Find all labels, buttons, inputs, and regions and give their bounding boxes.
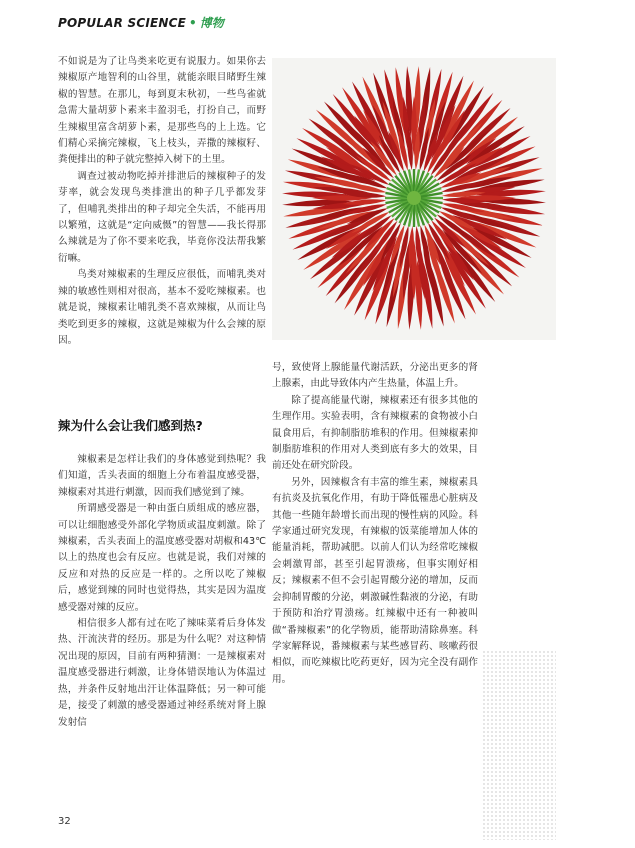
section-name: 博物 <box>199 16 224 30</box>
paragraph: 另外，因辣椒含有丰富的维生素，辣椒素具有抗炎及抗氧化作用，有助于降低罹患心脏病及其他一些随年龄增长而出现的慢性病的风险。科学家通过研究发现，有辣椒的饭菜能增加人体的能量消耗，帮助减肥。以前人们认为经常吃辣椒会刺激胃部，甚至引起胃溃疡，但事实刚好相反；辣椒素不但不会引起胃酸分泌的增加，反而会抑制胃酸的分泌，刺激碱性黏液的分泌，有助于预防和治疗胃溃疡。红辣椒中还有一种被叫做“番辣椒素”的化学物质，能帮助清除鼻塞。科学家解释说，番辣椒素与某些感冒药、咳嗽药很相似，而吃辣椒比吃药更好，因为完全没有副作用。 <box>272 476 478 685</box>
decorative-dot-pattern <box>482 650 556 840</box>
left-column-top <box>58 54 266 349</box>
paragraph: 不如说是为了让鸟类来吃更有说服力。如果你去辣椒原产地智利的山谷里，就能亲眼目睹野生辣椒的智慧。在那儿，每到夏末秋初，一些鸟雀就急需大量胡萝卜素来丰盈羽毛，打扮自己，而野生辣椒里富含胡萝卜素，是那些鸟的上上选。它们精心采摘完辣椒，飞上枝头，弄撒的辣椒籽、粪便排出的种子就完整掉入树下的土里。 <box>58 56 266 166</box>
brand-name: POPULAR SCIENCE <box>58 16 187 30</box>
paragraph: 鸟类对辣椒素的生理反应很低，而哺乳类对辣的敏感性则相对很高，基本不爱吃辣椒素。也就是说，辣椒素让哺乳类不喜欢辣椒，从而让鸟类吃到更多的辣椒，这就是辣椒为什么会辣的原因。 <box>58 269 266 346</box>
paragraph: 调查过被动物吃掉并排泄后的辣椒种子的发芽率，就会发现鸟类排泄出的种子几乎都发芽了，但哺乳类排出的种子却完全失活，不能再用以繁殖，这就是“定向威慑”的智慧——我长得那么辣就是为了你不要来吃我，毕竟你没法帮我繁衍嘛。 <box>58 170 266 264</box>
left-column-bottom <box>58 452 266 731</box>
paragraph: 辣椒素是怎样让我们的身体感觉到热呢？我们知道，舌头表面的细胞上分布着温度感受器，辣椒素对其进行刺激，因而我们感觉到了辣。 <box>58 454 266 498</box>
paragraph: 相信很多人都有过在吃了辣味菜肴后身体发热、汗流浃背的经历。那是为什么呢？对这种情况出现的原因，目前有两种猜测：一是辣椒素对温度感受器进行刺激，让身体错误地认为体温过热，并条件反射地出汗让体温降低；另一种可能是，接受了刺激的感受器通过神经系统对肾上腺发射信 <box>58 618 266 728</box>
paragraph: 号，致使肾上腺能量代谢活跃，分泌出更多的肾上腺素，由此导致体内产生热量，体温上升。 <box>272 362 478 390</box>
paragraph: 所谓感受器是一种由蛋白质组成的感应器，可以让细胞感受外部化学物质或温度刺激。除了辣椒素，舌头表面上的温度感受器对胡椒和43℃以上的热度也会有反应。也就是说，我们对辣的反应和对热的反应是一样的。之所以吃了辣椒后，感觉到辣的同时也觉得热，其实是因为温度感受器对辣的反应。 <box>58 503 266 613</box>
flower-center <box>407 191 421 205</box>
chili-flower-illustration <box>272 58 556 340</box>
right-column <box>272 360 478 688</box>
section-heading: 辣为什么会让我们感到热? <box>58 418 203 433</box>
chili-flower-photo <box>272 58 556 340</box>
paragraph: 除了提高能量代谢，辣椒素还有很多其他的生理作用。实验表明，含有辣椒素的食物被小白鼠食用后，有抑制脂肪堆积的作用。但辣椒素抑制脂肪堆积的作用对人类到底有多大的效果，目前还处在研究阶段。 <box>272 394 478 472</box>
header-separator: • <box>189 16 197 30</box>
magazine-header <box>58 14 224 31</box>
page-number: 32 <box>58 816 71 827</box>
